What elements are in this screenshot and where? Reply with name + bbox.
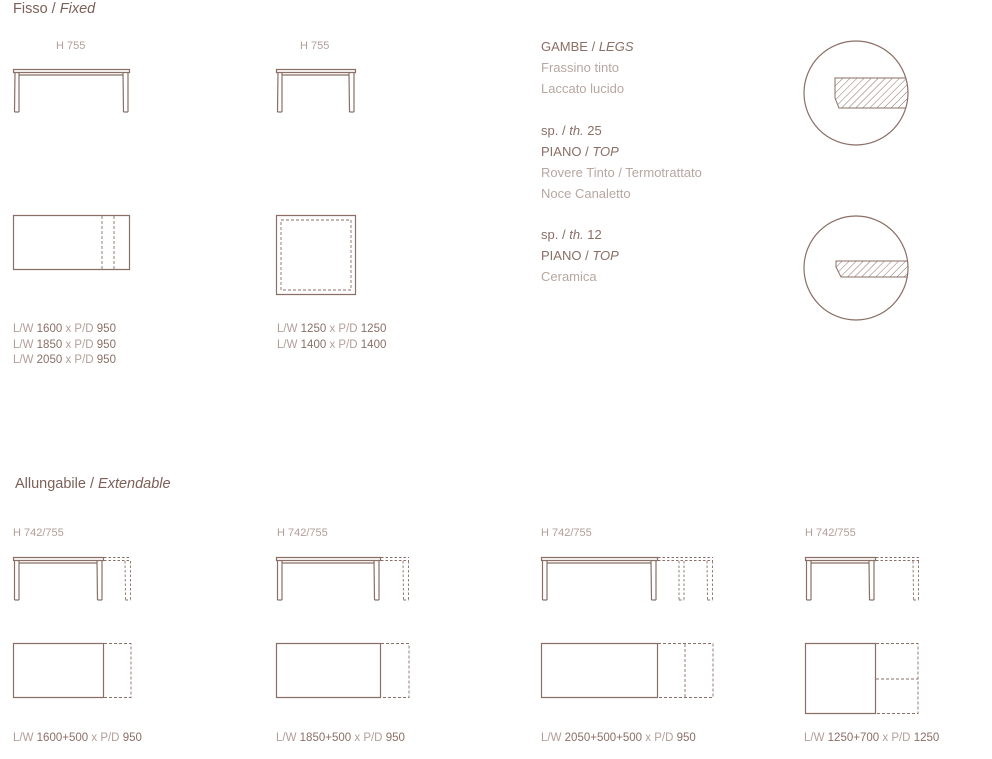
legs-finish: Laccato lucido bbox=[541, 81, 625, 96]
top-25-finish: Rovere Tinto / Termotrattato bbox=[541, 165, 702, 180]
dimension-row: L/W 1250 x P/D 1250 bbox=[277, 323, 387, 335]
extendable-3-plan-drawing bbox=[541, 643, 716, 699]
fixed-1-plan-drawing bbox=[13, 215, 130, 270]
top-12-section-detail bbox=[803, 215, 909, 321]
extendable-4-dimensions: L/W 1250+700 x P/D 1250 bbox=[804, 732, 940, 744]
dimension-row: L/W 1400 x P/D 1400 bbox=[277, 338, 387, 351]
top-25-spec bbox=[541, 120, 702, 204]
fixed-2-elevation-drawing bbox=[276, 69, 356, 113]
extendable-1-height-label: H 742/755 bbox=[13, 527, 64, 539]
extendable-2-dimensions: L/W 1850+500 x P/D 950 bbox=[276, 732, 405, 744]
fixed-1-elevation-drawing bbox=[13, 69, 130, 113]
dimension-row: L/W 1600 x P/D 950 bbox=[13, 323, 116, 335]
extendable-3-elevation-drawing bbox=[541, 557, 716, 601]
extendable-4-elevation-drawing bbox=[805, 557, 923, 601]
fixed-2-plan-drawing bbox=[276, 215, 356, 295]
extendable-1-plan-drawing bbox=[13, 643, 133, 699]
top-25-thickness: sp. / th. 25 bbox=[541, 123, 602, 138]
extendable-1-elevation-drawing bbox=[13, 557, 133, 601]
extendable-4-height-label: H 742/755 bbox=[805, 527, 856, 539]
fixed-2-height-label: H 755 bbox=[300, 40, 330, 52]
top-12-spec-title: PIANO / TOP bbox=[541, 248, 619, 263]
top-12-finish: Ceramica bbox=[541, 269, 597, 284]
extendable-4-plan-drawing bbox=[805, 643, 923, 715]
fixed-1-dimensions bbox=[13, 322, 116, 369]
top-25-finish: Noce Canaletto bbox=[541, 186, 631, 201]
legs-finish: Frassino tinto bbox=[541, 60, 620, 75]
legs-spec-title: GAMBE / LEGS bbox=[541, 39, 634, 54]
extendable-section-title: Allungabile / Extendable bbox=[15, 476, 171, 492]
fixed-1-height-label: H 755 bbox=[56, 40, 86, 52]
extendable-2-plan-drawing bbox=[276, 643, 411, 699]
extendable-1-dimensions: L/W 1600+500 x P/D 950 bbox=[13, 732, 142, 744]
extendable-2-height-label: H 742/755 bbox=[277, 527, 328, 539]
fixed-2-dimensions bbox=[277, 322, 386, 353]
legs-spec bbox=[541, 36, 634, 99]
extendable-3-height-label: H 742/755 bbox=[541, 527, 592, 539]
top-12-spec bbox=[541, 224, 619, 287]
fixed-section-title: Fisso / Fixed bbox=[13, 1, 96, 17]
top-25-section-detail bbox=[803, 40, 909, 146]
top-25-spec-title: PIANO / TOP bbox=[541, 144, 619, 159]
extendable-2-elevation-drawing bbox=[276, 557, 411, 601]
top-12-thickness: sp. / th. 12 bbox=[541, 227, 602, 242]
dimension-row: L/W 1850 x P/D 950 bbox=[13, 338, 116, 351]
dimension-row: L/W 2050 x P/D 950 bbox=[13, 354, 116, 366]
extendable-3-dimensions: L/W 2050+500+500 x P/D 950 bbox=[541, 732, 696, 744]
